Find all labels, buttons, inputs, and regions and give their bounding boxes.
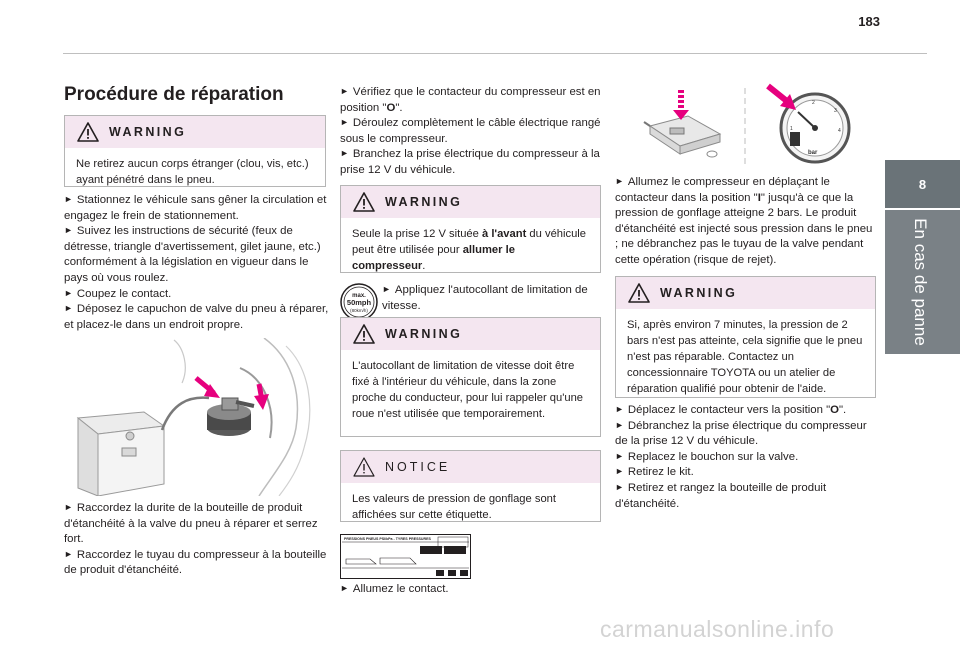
svg-text:bar: bar bbox=[808, 150, 818, 156]
speed-step: ► Appliquez l'autocollant de limitation de vitesse. bbox=[382, 284, 588, 312]
section-title: Procédure de réparation bbox=[64, 84, 284, 105]
step-item: ► Déplacez le contacteur vers la position "O". bbox=[615, 404, 847, 416]
svg-text:1: 1 bbox=[790, 126, 793, 132]
arrow-right-icon: ► bbox=[64, 225, 73, 236]
svg-text:2: 2 bbox=[812, 100, 815, 106]
warning-triangle-icon bbox=[353, 192, 375, 212]
tyre-pressure-label-image bbox=[340, 534, 471, 579]
warning-box-3 bbox=[340, 317, 601, 437]
arrow-right-icon: ► bbox=[382, 284, 391, 294]
arrow-right-icon: ► bbox=[340, 117, 349, 128]
notice-triangle-icon bbox=[353, 457, 375, 477]
arrow-right-icon: ► bbox=[64, 502, 73, 512]
warning-box-4 bbox=[615, 276, 876, 398]
notice-title: NOTICE bbox=[385, 460, 451, 474]
warning-header bbox=[616, 277, 875, 309]
warning-text: L'autocollant de limitation de vitesse doit être fixé à l'intérieur du véhicule, dans la zone proche du conducteur, pour lui rappeler qu'une roue n'est utilisée que temporairement. bbox=[352, 360, 584, 420]
header-divider bbox=[63, 53, 927, 54]
ignition-step: ► Allumez le contact. bbox=[340, 583, 449, 595]
step-item: ► Raccordez la durite de la bouteille de produit d'étanchéité à la valve du pneu à réparer et serrez fort. bbox=[64, 502, 318, 546]
svg-text:3: 3 bbox=[834, 108, 837, 114]
steps-list-3 bbox=[340, 85, 602, 179]
step-item: ► Débranchez la prise électrique du compresseur de la prise 12 V du véhicule. bbox=[615, 419, 867, 448]
warning-triangle-icon bbox=[353, 324, 375, 344]
step-item: ► Déroulez complètement le câble électrique rangé sous le compresseur. bbox=[340, 117, 601, 145]
step-item: ► Retirez le kit. bbox=[615, 466, 694, 479]
svg-text:4: 4 bbox=[838, 128, 841, 134]
arrow-right-icon: ► bbox=[64, 194, 73, 204]
step-item: ► Replacez le bouchon sur la valve. bbox=[615, 450, 799, 463]
steps-list-4 bbox=[615, 403, 877, 512]
watermark-footer[interactable]: carmanualsonline.info bbox=[600, 616, 835, 642]
warning-header bbox=[65, 116, 325, 148]
steps-list-2 bbox=[64, 501, 329, 579]
step-item: ► Raccordez le tuyau du compresseur à la bouteille de produit d'étanchéité. bbox=[64, 548, 327, 577]
col3-step-1: ► Allumez le compresseur en déplaçant le contacteur dans la position "I" jusqu'à ce que la pression de gonflage atteigne 2 bars. Le produit d'étanchéité est injecté sous pression dans le pneu ; ne débranchez pas le tuyau de la valve pendant cette opération (risque de rejet). bbox=[615, 176, 873, 266]
step-item: ► Retirez et rangez la bouteille de produit d'étanchéité. bbox=[615, 481, 827, 510]
notice-header bbox=[341, 451, 600, 483]
arrow-right-icon: ► bbox=[615, 176, 624, 186]
chapter-number-tab[interactable]: 8 bbox=[885, 160, 960, 208]
warning-text: Si, après environ 7 minutes, la pression de 2 bars n'est pas atteinte, cela signifie que le pneu n'est pas réparable. Contactez un concessionnaire TOYOTA ou un atelier de réparation qualifié pour obtenir de l'aide. bbox=[627, 319, 863, 395]
arrow-right-icon: ► bbox=[340, 86, 349, 96]
arrow-right-icon: ► bbox=[615, 404, 624, 414]
step-item: ► Branchez la prise électrique du compresseur à la prise 12 V du véhicule. bbox=[340, 148, 600, 176]
warning-box-1 bbox=[64, 115, 326, 187]
svg-text:(80km/h): (80km/h) bbox=[350, 308, 368, 313]
step-item: ► Coupez le contact. bbox=[64, 287, 172, 300]
step-item: ► Suivez les instructions de sécurité (feux de détresse, triangle d'avertissement, gilet jaune, etc.) conformément à la législation en vigueur dans le pays où vous roulez. bbox=[64, 225, 321, 284]
steps-list-1 bbox=[64, 193, 329, 333]
arrow-right-icon: ► bbox=[340, 583, 349, 593]
step-item: ► Déposez le capuchon de valve du pneu à réparer, et placez-le dans un endroit propre. bbox=[64, 303, 329, 331]
warning-triangle-icon bbox=[628, 283, 650, 303]
arrow-right-icon: ► bbox=[340, 148, 349, 159]
arrow-right-icon: ► bbox=[64, 548, 73, 559]
warning-title: WARNING bbox=[385, 327, 463, 341]
arrow-right-icon: ► bbox=[64, 303, 73, 314]
arrow-right-icon: ► bbox=[615, 466, 624, 477]
warning-header bbox=[341, 318, 600, 350]
warning-title: WARNING bbox=[660, 286, 738, 300]
step-item: ► Vérifiez que le contacteur du compresseur est en position "O". bbox=[340, 86, 601, 114]
svg-text:50mph: 50mph bbox=[346, 298, 372, 307]
arrow-right-icon: ► bbox=[615, 419, 624, 430]
warning-triangle-icon bbox=[77, 122, 99, 142]
arrow-right-icon: ► bbox=[615, 450, 624, 461]
warning-text: Ne retirez aucun corps étranger (clou, vis, etc.) ayant pénétré dans le pneu. bbox=[76, 158, 309, 186]
arrow-right-icon: ► bbox=[615, 481, 624, 492]
arrow-right-icon: ► bbox=[64, 287, 73, 298]
notice-text: Les valeurs de pression de gonflage sont affichées sur cette étiquette. bbox=[352, 493, 556, 521]
notice-box bbox=[340, 450, 601, 522]
speed-limit-sticker-icon bbox=[340, 283, 378, 321]
warning-text: Seule la prise 12 V située à l'avant du véhicule peut être utilisée pour allumer le compresseur. bbox=[352, 228, 587, 272]
svg-text:max.: max. bbox=[352, 293, 366, 299]
compressor-bottle-illustration bbox=[64, 338, 326, 496]
page-number: 183 bbox=[858, 14, 880, 29]
warning-title: WARNING bbox=[109, 125, 187, 139]
svg-text:PRESSIONS PNEUS PSI/kPa - TYRE: PRESSIONS PNEUS PSI/kPa - TYRES PRESSURES bbox=[344, 537, 431, 541]
compressor-switch-gauge-illustration bbox=[640, 80, 865, 170]
chapter-tab[interactable] bbox=[885, 210, 960, 354]
chapter-title: En cas de panne bbox=[911, 218, 930, 346]
warning-title: WARNING bbox=[385, 195, 463, 209]
warning-header bbox=[341, 186, 600, 218]
step-item: ► Stationnez le véhicule sans gêner la circulation et engagez le frein de stationnement. bbox=[64, 194, 327, 222]
warning-box-2 bbox=[340, 185, 601, 273]
